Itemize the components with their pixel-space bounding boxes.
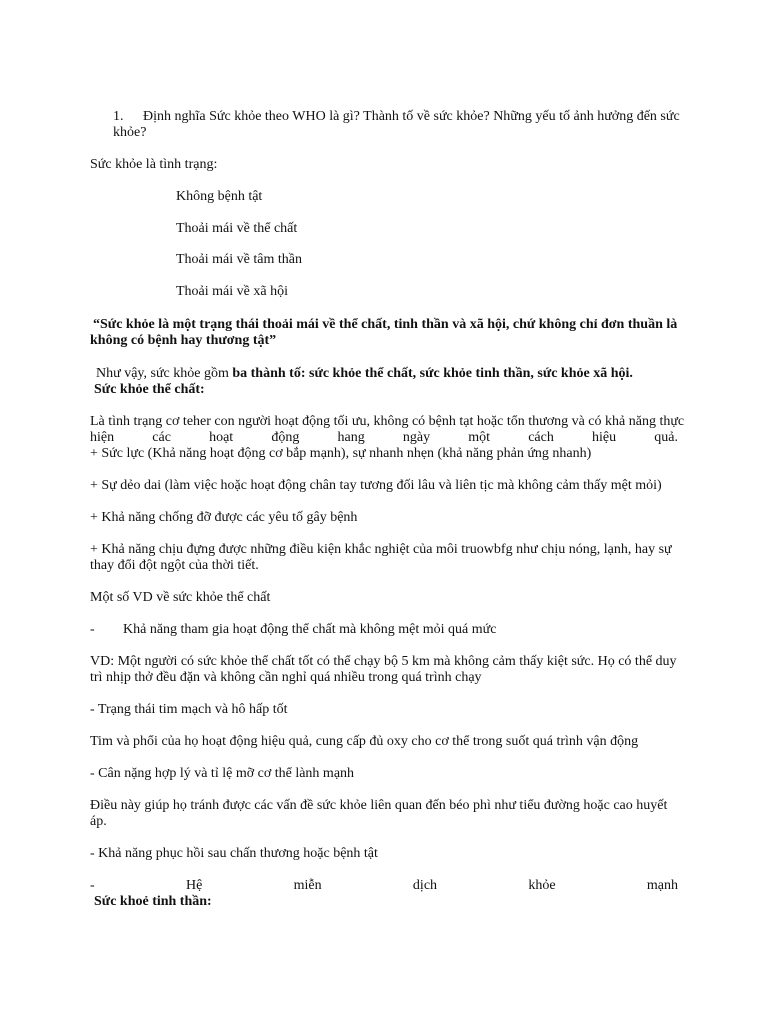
physical-item-strength: + Sức lực (Khả năng hoạt động cơ bắp mạnh), sự nhanh nhẹn (khả năng phản ứng nhanh)	[90, 446, 592, 461]
example-detail-3-line2: áp.	[90, 814, 107, 829]
example-item-5	[90, 878, 678, 894]
intro-text: Sức khỏe là tình trạng:	[90, 157, 218, 172]
state-item: Không bệnh tật	[176, 189, 263, 204]
state-item: Thoải mái về tâm thần	[176, 252, 302, 267]
physical-item-resistance: + Khả năng chống đỡ được các yêu tố gây bệnh	[90, 510, 358, 525]
state-item: Thoải mái về xã hội	[176, 284, 288, 299]
heading-text-cont: khỏe?	[113, 125, 147, 140]
example-item-1	[90, 622, 678, 638]
physical-item-endurance: + Sự dẻo dai (làm việc hoặc hoạt động chân tay tương đối lâu và liên tịc mà không cảm thấy mệt mỏi)	[90, 478, 662, 493]
physical-definition-line2: hiện các hoạt động hang ngày một cách hiệu quả.	[90, 430, 678, 445]
who-quote-line2: không có bệnh hay thương tật”	[90, 333, 277, 348]
dash-marker: -	[90, 622, 95, 637]
who-quote-line1: “Sức khỏe là một trạng thái thoải mái về thể chất, tinh thần và xã hội, chứ không chỉ đơn thuần là	[93, 317, 678, 332]
heading-number: 1.	[113, 109, 124, 124]
example-detail-2: Tim và phổi của họ hoạt động hiệu quả, cung cấp đủ oxy cho cơ thể trong suốt quá trình vận động	[90, 734, 639, 749]
physical-health-title: Sức khỏe thể chất:	[94, 382, 205, 397]
mental-health-title: Sức khoẻ tinh thần:	[94, 894, 212, 909]
state-item: Thoải mái về thể chất	[176, 221, 298, 236]
example-text: Khả năng tham gia hoạt động thể chất mà không mệt mỏi quá mức	[123, 622, 497, 637]
physical-item-tolerance-line1: + Khả năng chịu đựng được những điều kiện khắc nghiệt của môi truowbfg như chịu nóng, lạnh, hay sự	[90, 542, 672, 557]
physical-item-tolerance-line2: thay đổi đột ngột của thời tiết.	[90, 558, 259, 573]
example-item-4: - Khả năng phục hồi sau chấn thương hoặc bệnh tật	[90, 846, 378, 861]
example-detail-3-line1: Điều này giúp họ tránh được các vấn đề sức khỏe liên quan đến béo phì như tiểu đường hoặc cao huyết	[90, 798, 668, 813]
components-prefix: Như vậy, sức khỏe gồm	[96, 366, 229, 381]
components-bold: ba thành tố: sức khỏe thể chất, sức khỏe tinh thần, sức khỏe xã hội.	[232, 366, 633, 381]
examples-title: Một số VD về sức khỏe thể chất	[90, 590, 271, 605]
example-item-2: - Trạng thái tim mạch và hô hấp tốt	[90, 702, 288, 717]
components-sentence	[96, 366, 678, 382]
example-text-justified: - Hệ miễn dịch khỏe mạnh	[90, 878, 678, 893]
example-detail-1-line2: trì nhịp thở đều đặn và không cần nghỉ quá nhiều trong quá trình chạy	[90, 670, 482, 685]
physical-definition-line1: Là tình trạng cơ teher con người hoạt động tối ưu, không có bệnh tạt hoặc tổn thương và có khả năng thực	[90, 414, 685, 429]
example-item-3: - Cân nặng hợp lý và tỉ lệ mỡ cơ thể lành mạnh	[90, 766, 355, 781]
heading-text: Định nghĩa Sức khỏe theo WHO là gì? Thành tố về sức khỏe? Những yếu tố ảnh hưởng đến sức	[143, 109, 680, 124]
example-detail-1-line1: VD: Một người có sức khỏe thể chất tốt có thể chạy bộ 5 km mà không cảm thấy kiệt sức. Họ có thể duy	[90, 654, 677, 669]
